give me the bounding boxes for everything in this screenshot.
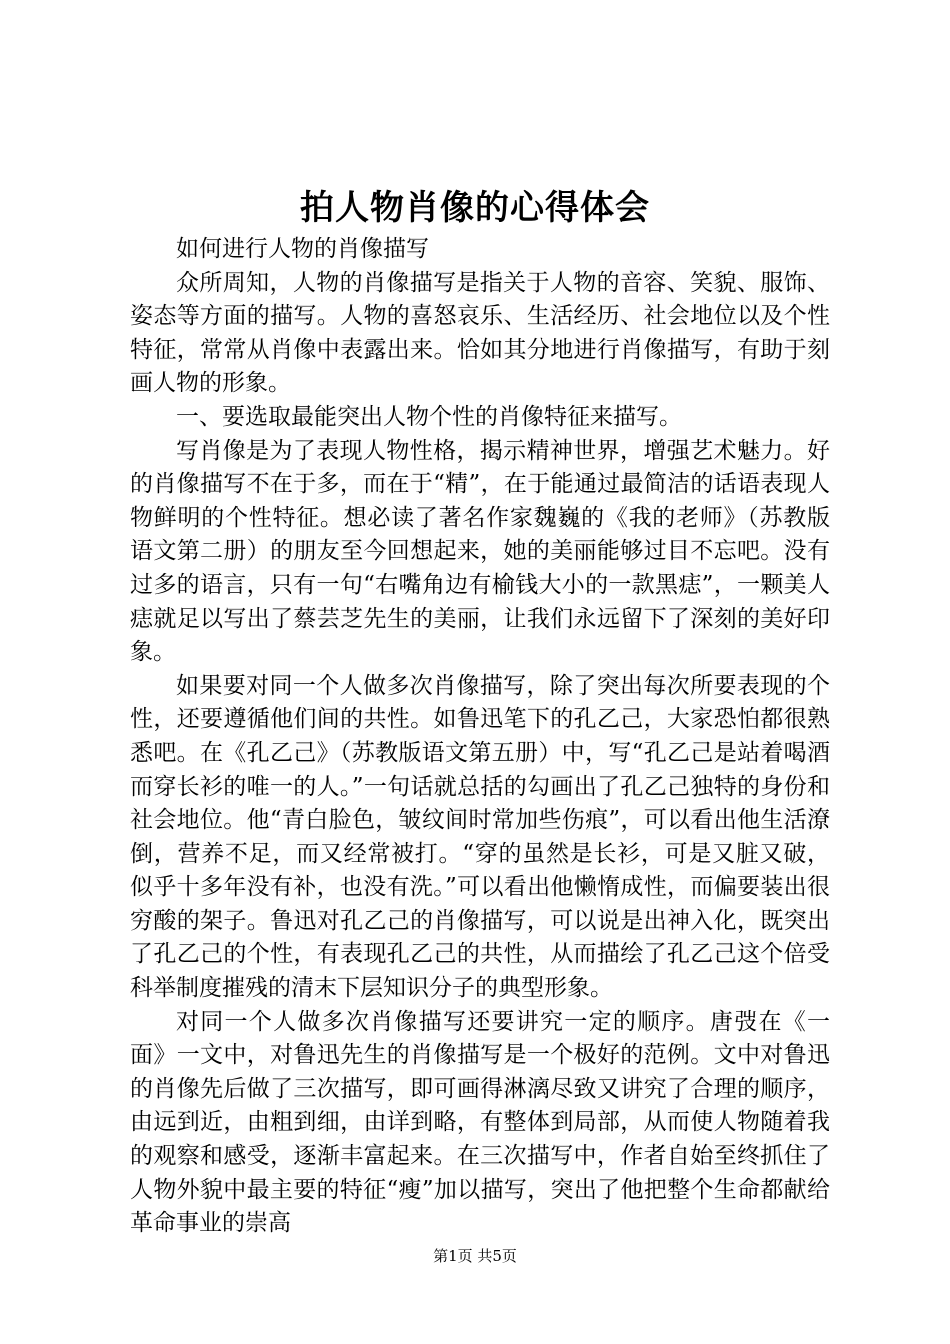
paragraph-intro: 众所周知，人物的肖像描写是指关于人物的音容、笑貌、服饰、姿态等方面的描写。人物的喜怒哀乐、生活经历、社会地位以及个性特征，常常从肖像中表露出来。恰如其分地进行肖像描写，有助于刻画人物的形象。 [130,269,830,397]
paragraph-section-heading: 一、要选取最能突出人物个性的肖像特征来描写。 [176,403,682,430]
paragraph-body: 如果要对同一个人做多次肖像描写，除了突出每次所要表现的个性，还要遵循他们间的共性。如鲁迅笔下的孔乙己，大家恐怕都很熟悉吧。在《孔乙己》（苏教版语文第五册）中，写“孔乙己是站着喝酒而穿长衫的唯一的人。”一句话就总括的勾画出了孔乙己独特的身份和社会地位。他“青白脸色，皱纹间时常加些伤痕”，可以看出他生活潦倒，营养不足，而又经常被打。“穿的虽然是长衫，可是又脏又破，似乎十多年没有补，也没有洗。”可以看出他懒惰成性，而偏要装出很穷酸的架子。鲁迅对孔乙己的肖像描写，可以说是出神入化，既突出了孔乙己的个性，有表现孔乙己的共性，从而描绘了孔乙己这个倍受科举制度摧残的清末下层知识分子的典型形象。 [130,672,830,1002]
page-footer: 第1页 共5页 [433,1247,517,1265]
paragraph-body: 对同一个人做多次肖像描写还要讲究一定的顺序。唐弢在《一面》一文中，对鲁迅先生的肖像描写是一个极好的范例。文中对鲁迅的肖像先后做了三次描写，即可画得淋漓尽致又讲究了合理的顺序，由远到近，由粗到细，由详到略，有整体到局部，从而使人物随着我的观察和感受，逐渐丰富起来。在三次描写中，作者自始至终抓住了人物外貌中最主要的特征“瘦”加以描写，突出了他把整个生命都献给革命事业的崇高 [130,1008,830,1237]
document-body [130,233,830,1241]
paragraph-subtitle: 如何进行人物的肖像描写 [176,236,429,262]
paragraph-body: 写肖像是为了表现人物性格，揭示精神世界，增强艺术魅力。好的肖像描写不在于多，而在于“精”，在于能通过最简洁的话语表现人物鲜明的个性特征。想必读了著名作家魏巍的《我的老师》（苏教版语文第二册）的朋友至今回想起来，她的美丽能够过目不忘吧。没有过多的语言，只有一句“右嘴角边有榆钱大小的一款黑痣”，一颗美人痣就足以写出了蔡芸芝先生的美丽，让我们永远留下了深刻的美好印象。 [130,437,830,666]
document-title: 拍人物肖像的心得体会 [300,188,650,228]
